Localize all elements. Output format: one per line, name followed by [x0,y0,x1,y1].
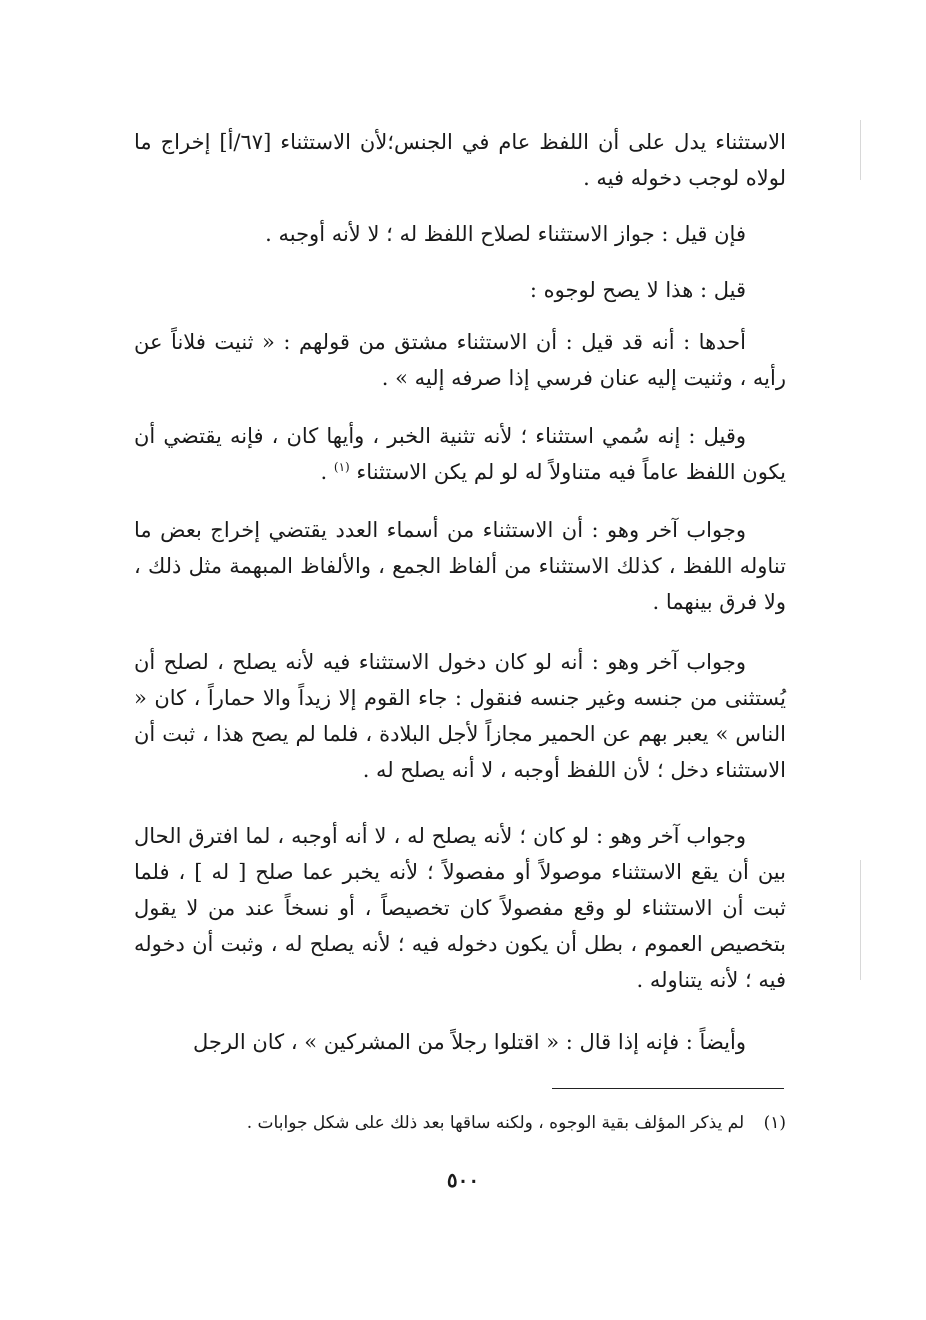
paragraph-text: وجواب آخر وهو : لو كان ؛ لأنه يصلح له ، لا أنه أوجبه ، لما افترق الحال بين أن يقع الاستثناء موصولاً أو مفصولاً ؛ لأنه يخبر عما صلح [ له ] ، فلما ثبت أن الاستثناء لو وقع مفصولاً كان تخصيصاً ، أو نسخاً عند من لا يقول بتخصيص العموم ، بطل أن يكون دخوله فيه ؛ لأنه يصلح له ، وثبت أن دخوله فيه ؛ لأنه يتناوله . [134,824,786,992]
paragraph-4 [134,324,786,396]
paragraph-text: قيل : هذا لا يصح لوجوه : [529,278,746,302]
paragraph-9 [134,1024,786,1060]
paragraph-1 [134,124,786,196]
footnote-number: (١) [763,1113,786,1133]
paragraph-text: فإن قيل : جواز الاستثناء لصلاح اللفظ له ؛ لا لأنه أوجبه . [265,222,746,246]
paragraph-text: وأيضاً : فإنه إذا قال : « اقتلوا رجلاً من المشركين » ، كان الرجل [192,1030,746,1054]
paragraph-6 [134,512,786,620]
footnote [134,1108,786,1138]
paragraph-text: وجواب آخر وهو : أنه لو كان دخول الاستثناء فيه لأنه يصلح ، لصلح أن يُستثنى من جنسه وغير جنسه فنقول : جاء القوم إلا زيداً والا حماراً ، كان « الناس » يعبر بهم عن الحمير مجازاً لأجل البلادة ، فلما لم يصح هذا ، ثبت أن الاستثناء دخل ؛ لأن اللفظ أوجبه ، لا أنه يصلح له . [134,650,786,782]
paragraph-tail: . [320,460,334,484]
paragraph-3 [134,272,786,308]
footnote-reference: (١) [333,460,350,474]
scan-edge-mark [860,860,861,980]
paragraph-5 [134,418,786,490]
footnote-divider [552,1088,784,1089]
paragraph-text: أحدها : أنه قد قيل : أن الاستثناء مشتق من قولهم : « ثنيت فلاناً عن رأيه ، وثنيت إليه عنان فرسي إذا صرفه إليه » . [134,330,786,390]
paragraph-text: وجواب آخر وهو : أن الاستثناء من أسماء العدد يقتضي إخراج بعض ما تناوله اللفظ ، كذلك الاستثناء من ألفاظ الجمع ، والألفاظ المبهمة مثل ذلك ، ولا فرق بينهما . [134,518,786,614]
page-number: ٥٠٠ [446,1168,480,1192]
paragraph-2 [134,216,786,252]
footnote-text: لم يذكر المؤلف بقية الوجوه ، ولكنه ساقها بعد ذلك على شكل جوابات . [246,1113,745,1133]
scan-edge-mark [860,120,861,180]
paragraph-8 [134,818,786,998]
paragraph-text: الاستثناء يدل على أن اللفظ عام في الجنس؛لأن الاستثناء [٦٧/أ] إخراج ما لولاه لوجب دخوله فيه . [134,130,786,190]
paragraph-7 [134,644,786,788]
paragraph-text: وقيل : إنه سُمي استثناء ؛ لأنه تثنية الخبر ، وأيها كان ، فإنه يقتضي أن يكون اللفظ عاماً فيه متناولاً له لو لم يكن الاستثناء [134,424,786,484]
